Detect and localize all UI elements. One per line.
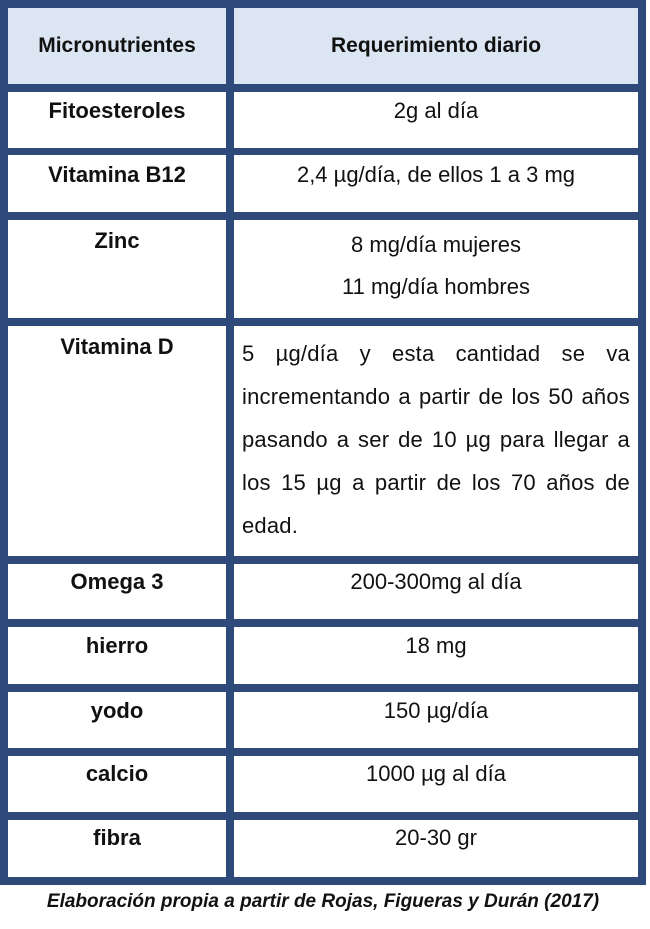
row-value-cell: [234, 692, 638, 748]
row-name-cell: [8, 820, 226, 877]
requirement-value: 11 mg/día hombres: [342, 274, 530, 299]
row-name-cell: [8, 92, 226, 148]
requirement-value: 18 mg: [405, 633, 467, 658]
row-value-cell: [234, 756, 638, 812]
requirement-value: 8 mg/día mujeres: [351, 232, 521, 257]
requirement-value: 200-300mg al día: [350, 569, 522, 594]
header-requerimiento: [234, 8, 638, 84]
row-name-cell: [8, 326, 226, 556]
requirement-value: 5 µg/día y esta cantidad se va incrementando a partir de los 50 años pasando a ser de 10 µg para llegar a los 15 µg a partir de los 70 años de edad.: [242, 341, 630, 538]
row-value-cell: [234, 326, 638, 556]
row-name-cell: [8, 627, 226, 684]
header-label: Requerimiento diario: [330, 34, 542, 57]
micronutrient-name: yodo: [90, 698, 144, 723]
requirement-value: 2g al día: [393, 98, 479, 123]
requirement-value: 2,4 µg/día, de ellos 1 a 3 mg: [296, 162, 576, 187]
micronutrient-name: Omega 3: [70, 569, 164, 594]
row-value-cell: [234, 627, 638, 684]
micronutrient-name: Vitamina D: [60, 334, 174, 359]
row-value-cell: [234, 564, 638, 619]
row-name-cell: [8, 756, 226, 812]
requirement-value: 20-30 gr: [395, 825, 477, 850]
table-caption: Elaboración propia a partir de Rojas, Figueras y Durán (2017): [46, 891, 600, 912]
micronutrient-name: fibra: [93, 825, 141, 850]
requirement-value: 150 µg/día: [383, 698, 489, 723]
micronutrient-name: Vitamina B12: [48, 162, 186, 187]
requirement-value: 1000 µg al día: [366, 761, 506, 786]
row-name-cell: [8, 692, 226, 748]
micronutrient-name: Fitoesteroles: [48, 98, 186, 123]
header-label: Micronutrientes: [38, 34, 196, 57]
micronutrient-name: Zinc: [94, 228, 140, 253]
row-value-cell: [234, 820, 638, 877]
row-value-cell: [234, 155, 638, 212]
row-value-cell: [234, 220, 638, 318]
micronutrient-name: hierro: [85, 633, 149, 658]
row-name-cell: [8, 155, 226, 212]
row-name-cell: [8, 220, 226, 318]
micronutrient-name: calcio: [85, 761, 149, 786]
header-micronutrientes: [8, 8, 226, 84]
row-name-cell: [8, 564, 226, 619]
row-value-cell: [234, 92, 638, 148]
